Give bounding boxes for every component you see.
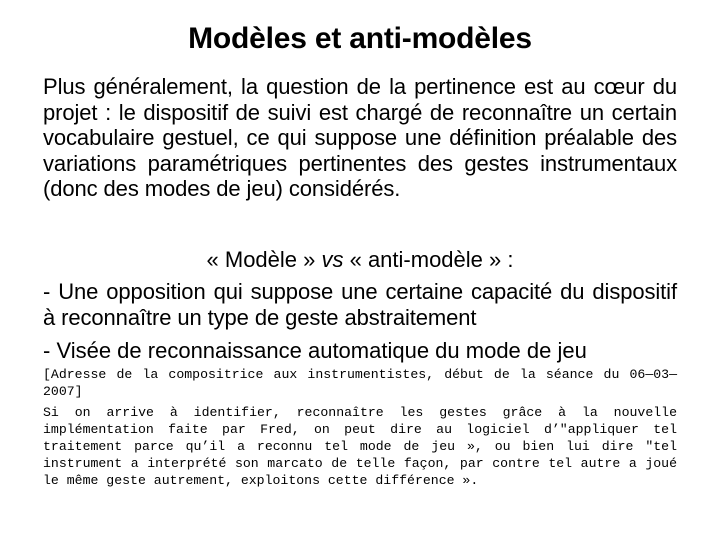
subheading-italic: vs	[321, 247, 344, 272]
bullet-point-opposition: - Une opposition qui suppose une certaine capacité du dispositif à reconnaître un type de geste abstraitement	[43, 279, 677, 330]
subheading-after: « anti-modèle » :	[343, 247, 514, 272]
quote-text: Si on arrive à identifier, reconnaître les gestes grâce à la nouvelle implémentation faite par Fred, on peut dire au logiciel d’"appliquer tel traitement parce qu’il a reconnu tel mode de jeu », ou bien lui dire "tel instrument a interprété son marcato de telle façon, par contre tel autre a joué le même geste autrement, exploitons cette différence ».	[43, 405, 677, 488]
slide-title: Modèles et anti-modèles	[188, 22, 532, 55]
quote-source-note: [Adresse de la compositrice aux instrumentistes, début de la séance du 06—03—2007]	[43, 367, 677, 399]
intro-paragraph: Plus généralement, la question de la pertinence est au cœur du projet : le dispositif de suivi est chargé de reconnaître un certain vocabulaire gestuel, ce qui suppose une définition préalable des variations paramétriques pertinentes des gestes instrumentaux (donc des modes de jeu) considérés.	[43, 74, 677, 201]
bullet-point-recognition: - Visée de reconnaissance automatique du mode de jeu	[43, 338, 587, 363]
subheading-before: « Modèle »	[206, 247, 322, 272]
subheading	[0, 246, 720, 274]
